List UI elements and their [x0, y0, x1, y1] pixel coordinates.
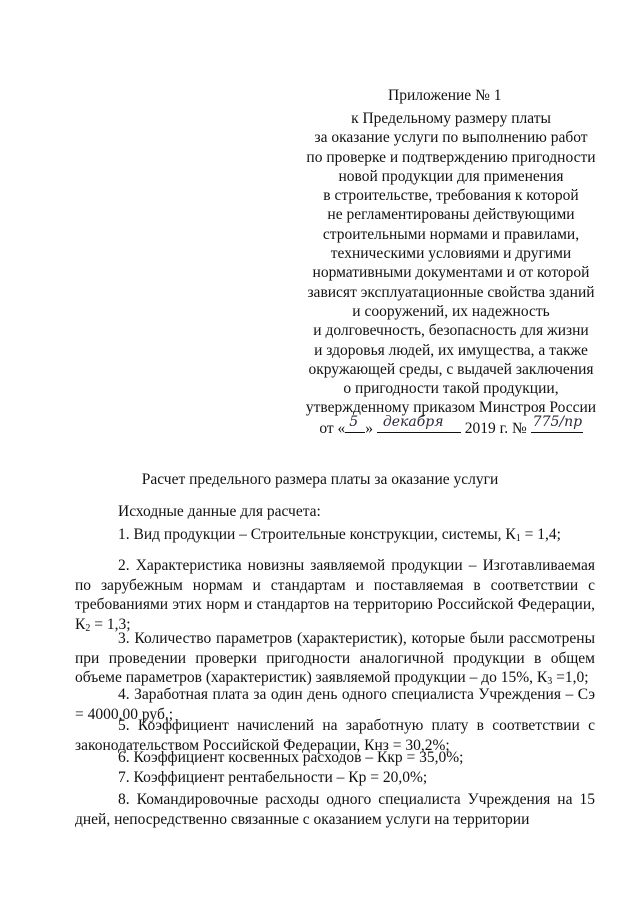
item-text: 7. Коэффициент рентабельности – Кр = 20,0%; [118, 769, 428, 786]
item-7 [75, 768, 595, 788]
appendix-line: по проверке и подтверждению пригодности [306, 148, 596, 166]
date-year-number-label: 2019 г. № [464, 419, 527, 437]
item-1 [75, 525, 595, 545]
item-2 [75, 556, 595, 634]
item-6 [75, 748, 595, 768]
item-tail: =1,0; [552, 669, 589, 687]
appendix-line: окружающей среды, с выдачей заключения [308, 360, 594, 378]
intro-line [75, 502, 595, 522]
item-text: 6. Коэффициент косвенных расходов – Ккр = 35,0%; [118, 749, 464, 766]
item-text: 8. Командировочные расходы одного специалиста Учреждения на 15 дней, непосредственно связанные с оказанием услуги на территории [75, 791, 595, 828]
item-text: 1. Вид продукции – Строительные конструкции, системы, К [118, 526, 516, 543]
item-text: 4. Заработная плата за один день одного специалиста Учреждения – Сэ = 4000,00 руб.; [75, 686, 595, 723]
calculation-heading: Расчет предельного размера платы за оказание услуги [141, 471, 499, 488]
date-prefix: от « [319, 419, 346, 437]
handwritten-month: декабря [382, 414, 444, 431]
item-8 [75, 790, 595, 829]
appendix-line: зависят эксплуатационные свойства зданий [307, 283, 595, 301]
item-subscript: 2 [85, 622, 91, 634]
appendix-line: нормативными документами и от которой [312, 264, 590, 282]
item-text: 5. Коэффициент начислений на заработную плату в соответствии с законодательством Российской Федерации, Кнз = 30,2%; [75, 717, 595, 754]
appendix-line: строительными нормами и правилами, [322, 225, 580, 243]
handwritten-day: 5 [349, 414, 359, 431]
appendix-line: и здоровья людей, их имущества, а также [314, 341, 588, 359]
appendix-title: Приложение № 1 [388, 87, 502, 104]
item-tail: = 1,3; [90, 615, 131, 633]
appendix-line: не регламентированы действующими [327, 206, 575, 224]
month-blank [377, 414, 461, 433]
intro-text: Исходные данные для расчета: [118, 503, 321, 520]
handwritten-number: 775/пр [532, 414, 583, 431]
appendix-line: в строительстве, требования к которой [323, 187, 579, 205]
date-day-close: » [365, 419, 374, 437]
appendix-line: и долговечность, безопасность для жизни [313, 322, 589, 340]
item-3 [75, 629, 595, 688]
item-text: 2. Характеристика новизны заявляемой продукции – Изготавливаемая по зарубежным нормам и стандартам и поставляемая в соответствии с требованиями этих норм и стандартов на территорию Российской Федерации, К [75, 557, 595, 633]
item-subscript: 3 [547, 676, 553, 688]
appendix-line: утвержденному приказом Минстроя России [305, 399, 597, 417]
order-date-line [296, 414, 606, 438]
appendix-line: за оказание услуги по выполнению работ [314, 129, 588, 147]
appendix-line: о пригодности такой продукции, [343, 380, 559, 398]
day-blank [345, 414, 365, 433]
appendix-reference-block [296, 109, 606, 438]
appendix-line: к Предельному размеру платы [351, 110, 551, 127]
number-blank [531, 414, 583, 433]
appendix-line: техническими условиями и другими [330, 245, 572, 263]
appendix-line: новой продукции для применения [338, 167, 564, 185]
item-subscript: 1 [515, 533, 521, 544]
appendix-line: и сооружений, их надежность [352, 302, 550, 320]
item-text: 3. Количество параметров (характеристик), которые были рассмотрены при проведении проверки пригодности аналогичной продукции в общем объеме параметров (характеристик) заявляемой продукции – до 15%, К [75, 630, 595, 687]
item-tail: = 1,4; [520, 526, 561, 543]
